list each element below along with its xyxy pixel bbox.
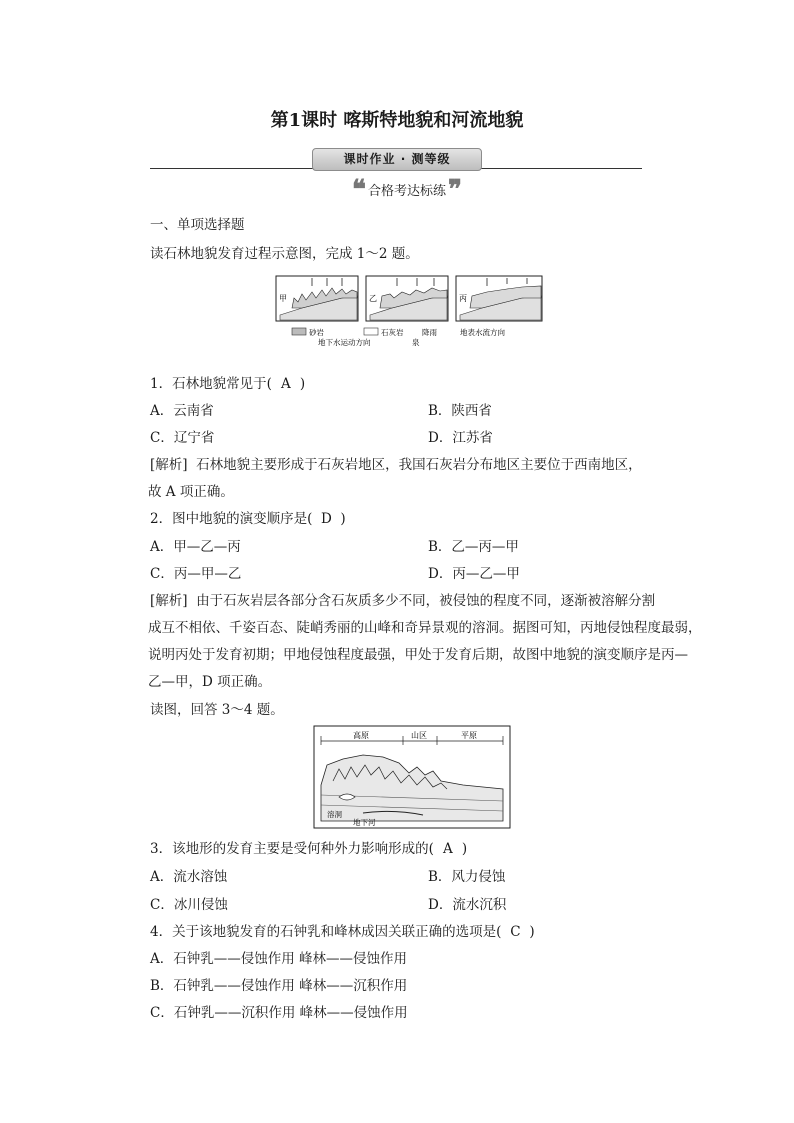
q2-option-a: A．甲—乙—丙 [150, 539, 241, 555]
q1-option-b: B．陕西省 [428, 403, 492, 419]
q2-option-c: C．丙—甲—乙 [150, 566, 242, 582]
label-mountain: 山区 [411, 731, 427, 740]
question-close: ) [340, 511, 346, 527]
question-stem: 3．该地形的发育主要是受何种外力影响形成的( [150, 841, 434, 857]
q2-option-b: B．乙—丙—甲 [428, 539, 519, 555]
legend-surface-flow: 地表水流方向 [460, 328, 505, 337]
question-stem: 4．关于该地貌发育的石钟乳和峰林成因关联正确的选项是( [150, 924, 502, 940]
analysis-2-line-2: 成互不相依、千姿百态、陡峭秀丽的山峰和奇异景观的溶洞。据图可知，丙地侵蚀程度最弱， [148, 620, 702, 636]
q3-option-b: B．风力侵蚀 [428, 869, 506, 885]
figure-legend [292, 327, 505, 346]
open-quote-icon: ❝ [352, 174, 366, 205]
section-badge: 课时作业 · 测等级 [312, 148, 482, 171]
intro-text-2: 读图，回答 3～4 题。 [150, 702, 284, 718]
legend-rain: 降雨 [422, 328, 437, 337]
question-4 [150, 920, 535, 940]
question-close: ) [529, 924, 535, 940]
answer: A [442, 841, 453, 857]
analysis-1-line-1 [150, 453, 642, 473]
section-heading: 一、单项选择题 [150, 217, 245, 233]
q3-option-c: C．冰川侵蚀 [150, 897, 228, 913]
q4-option-c: C．石钟乳——沉积作用 峰林——侵蚀作用 [150, 1005, 408, 1021]
intro-text-1: 读石林地貌发育过程示意图，完成 1～2 题。 [150, 246, 419, 262]
level-heading [352, 174, 463, 205]
q1-option-c: C．辽宁省 [150, 430, 215, 446]
q1-option-a: A．云南省 [150, 403, 214, 419]
analysis-2-line-4: 乙—甲，D 项正确。 [148, 674, 272, 690]
legend-sandstone: 砂岩 [309, 328, 324, 337]
q3-option-a: A．流水溶蚀 [150, 869, 228, 885]
q2-option-d: D．丙—乙—甲 [428, 566, 520, 582]
label-plateau: 高原 [353, 731, 369, 740]
label-cave: 溶洞 [327, 810, 342, 819]
panel-yi [366, 276, 448, 321]
answer: D [320, 511, 332, 527]
legend-spring: 泉 [412, 338, 420, 346]
question-close: ) [461, 841, 468, 857]
stone-forest-figure [272, 270, 546, 346]
q4-option-b: B．石钟乳——侵蚀作用 峰林——沉积作用 [150, 978, 408, 994]
panel-label-jia: 甲 [279, 294, 287, 303]
analysis-tag: [解析] [150, 457, 188, 473]
q1-option-d: D．江苏省 [428, 430, 493, 446]
q4-option-a: A．石钟乳——侵蚀作用 峰林——侵蚀作用 [150, 951, 408, 967]
q3-option-d: D．流水沉积 [428, 897, 507, 913]
panel-label-yi: 乙 [369, 294, 377, 303]
question-stem: 2．图中地貌的演变顺序是( [150, 511, 313, 527]
answer: A [280, 376, 291, 392]
level-title: 合格考达标练 [368, 184, 447, 199]
close-quote-icon: ❞ [448, 174, 463, 205]
panel-bing [456, 276, 542, 321]
panel-label-bing: 丙 [459, 294, 467, 303]
question-3 [150, 837, 467, 857]
panel-jia [276, 276, 358, 321]
legend-limestone: 石灰岩 [381, 328, 404, 337]
question-2 [150, 507, 346, 527]
question-close: ) [299, 376, 306, 392]
answer: C [510, 924, 521, 940]
analysis-2-line-1 [150, 589, 655, 609]
analysis-text: 由于石灰岩层各部分含石灰质多少不同，被侵蚀的程度不同，逐渐被溶解分割 [196, 593, 656, 609]
analysis-2-line-3: 说明丙处于发育初期；甲地侵蚀程度最强，甲处于发育后期，故图中地貌的演变顺序是丙— [148, 647, 688, 663]
question-stem: 1．石林地貌常见于( [150, 376, 272, 392]
page-title: 第1课时 喀斯特地貌和河流地貌 [270, 110, 524, 131]
karst-block-figure [313, 725, 511, 829]
label-underground-river: 地下河 [353, 818, 376, 827]
analysis-1-line-2: 故 A 项正确。 [148, 484, 234, 500]
analysis-text: 石林地貌主要形成于石灰岩地区，我国石灰岩分布地区主要位于西南地区， [196, 457, 642, 473]
label-plain: 平原 [461, 731, 477, 740]
legend-groundwater: 地下水运动方向 [318, 338, 371, 346]
analysis-tag: [解析] [150, 593, 188, 609]
question-1 [150, 372, 305, 392]
